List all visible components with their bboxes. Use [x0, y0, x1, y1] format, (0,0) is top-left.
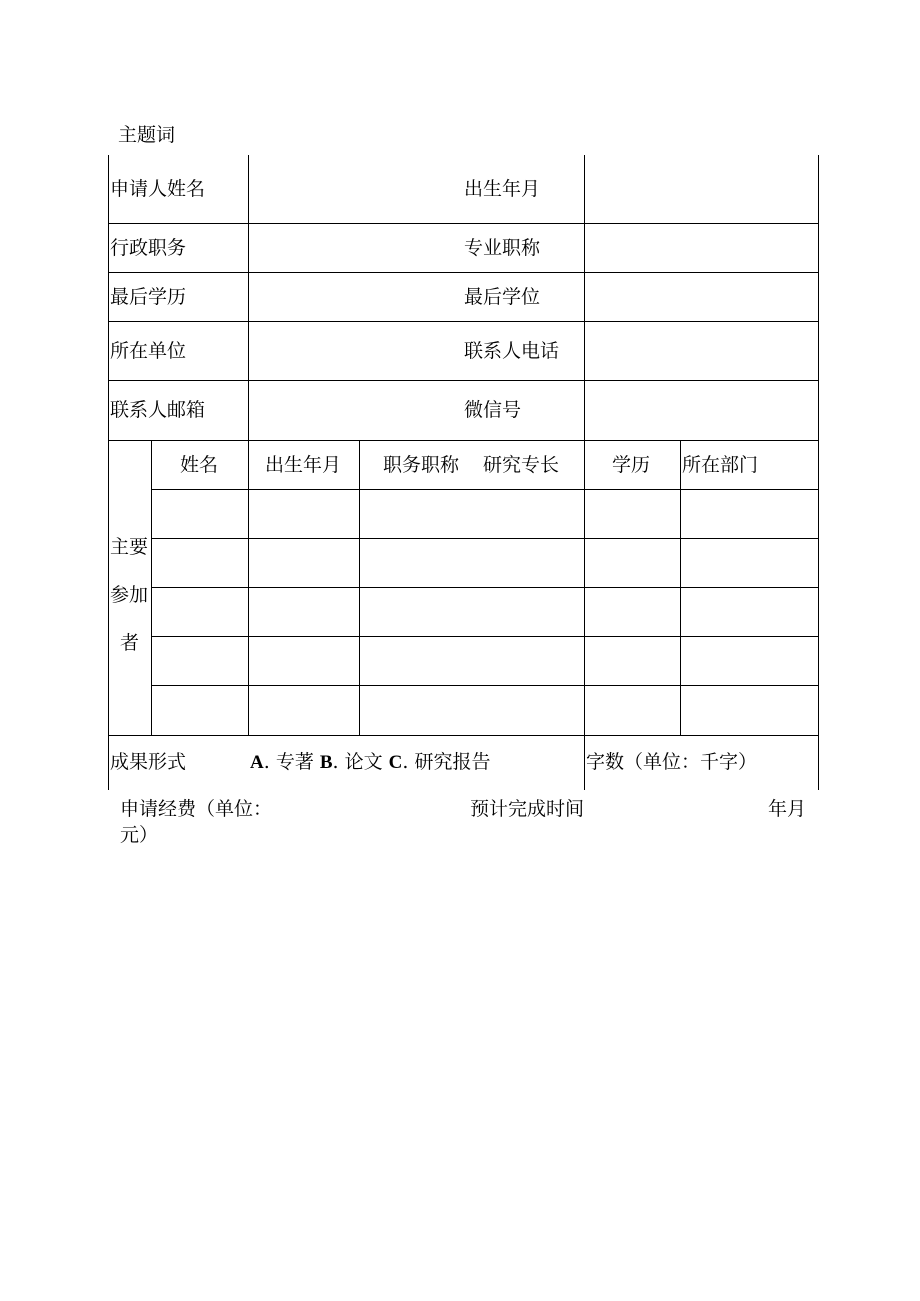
- row-line: [108, 272, 818, 273]
- professional-title-label: 专业职称: [464, 237, 541, 259]
- option-b-text: . 论文: [332, 751, 389, 773]
- option-c-text: . 研究报告: [402, 751, 491, 773]
- result-form-label: 成果形式: [110, 751, 187, 773]
- participant-header-birth: 出生年月: [265, 454, 342, 476]
- work-unit-label: 所在单位: [110, 340, 187, 362]
- contact-phone-label: 联系人电话: [464, 340, 560, 362]
- row-line: [108, 735, 818, 736]
- option-c: C: [388, 752, 403, 773]
- row-line: [108, 440, 818, 441]
- result-form-options: [250, 751, 491, 774]
- funding-label: 申请经费（单位：: [120, 798, 273, 820]
- row-line: [151, 685, 818, 686]
- divider-label-col: [248, 155, 249, 735]
- wechat-label: 微信号: [464, 399, 522, 421]
- row-line: [108, 380, 818, 381]
- completion-time-label: 预计完成时间: [470, 798, 585, 820]
- row-line: [151, 587, 818, 588]
- option-a: A: [250, 752, 264, 773]
- participant-header-department: 所在部门: [682, 454, 759, 476]
- row-line: [151, 489, 818, 490]
- table-right-border: [818, 155, 819, 790]
- funding-unit: 元）: [120, 824, 159, 846]
- participant-header-expertise: 研究专长: [483, 454, 560, 476]
- word-count-label: 字数（单位：千字）: [586, 751, 758, 773]
- participants-label-line1: 主要: [110, 536, 149, 558]
- participant-header-title: 职务职称: [383, 454, 460, 476]
- divider-value-col: [584, 155, 585, 790]
- applicant-name-label: 申请人姓名: [110, 178, 206, 200]
- year-month-label: 年月: [768, 798, 807, 820]
- row-line: [151, 538, 818, 539]
- keywords-label: 主题词: [118, 124, 176, 146]
- option-a-text: . 专著: [263, 751, 320, 773]
- participant-header-education: 学历: [612, 454, 651, 476]
- contact-email-label: 联系人邮箱: [110, 399, 206, 421]
- admin-position-label: 行政职务: [110, 237, 187, 259]
- degree-label: 最后学位: [464, 286, 541, 308]
- participants-label-line3: 者: [120, 632, 140, 654]
- participants-label-line2: 参加: [110, 584, 149, 606]
- row-line: [108, 223, 818, 224]
- education-label: 最后学历: [110, 286, 187, 308]
- row-line: [108, 321, 818, 322]
- row-line: [151, 636, 818, 637]
- birth-date-label: 出生年月: [464, 178, 541, 200]
- participant-header-name: 姓名: [180, 454, 219, 476]
- table-left-border: [108, 155, 109, 790]
- option-b: B: [319, 752, 333, 773]
